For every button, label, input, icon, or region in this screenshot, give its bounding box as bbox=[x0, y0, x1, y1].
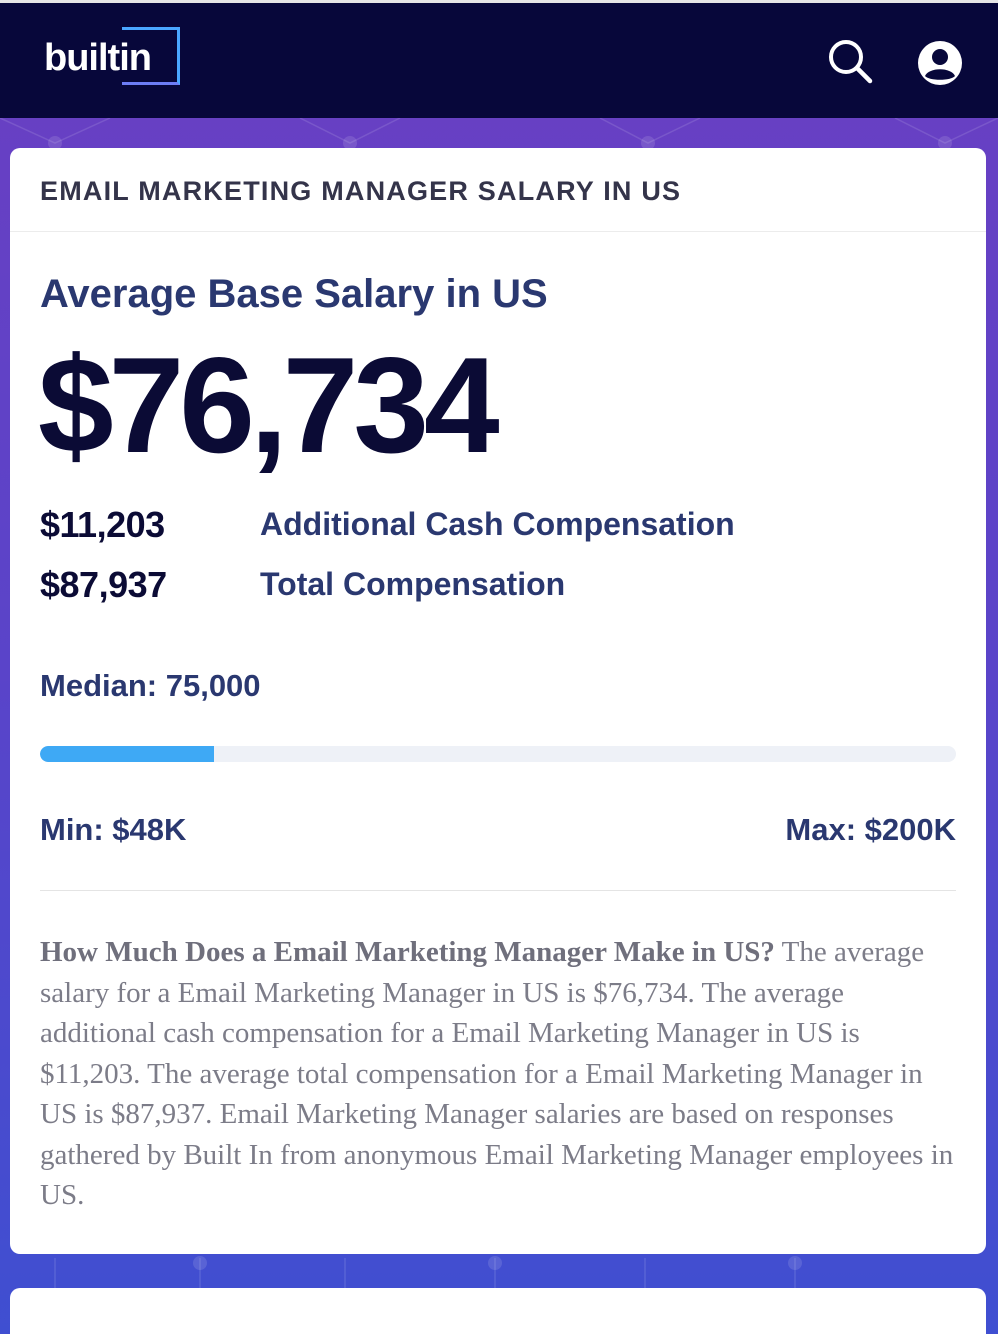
median-label: Median: 75,000 bbox=[40, 668, 261, 703]
user-account-icon[interactable] bbox=[916, 39, 964, 87]
description-lead: How Much Does a Email Marketing Manager Make in US? bbox=[40, 936, 775, 968]
total-compensation-amount: $87,937 bbox=[40, 564, 167, 605]
additional-compensation-amount: $11,203 bbox=[40, 504, 165, 545]
card-header bbox=[10, 148, 986, 232]
min-salary-label: Min: $48K bbox=[40, 812, 187, 847]
section-divider bbox=[40, 890, 956, 891]
max-salary-label: Max: $200K bbox=[785, 812, 956, 847]
salary-description bbox=[40, 932, 960, 1216]
next-card bbox=[10, 1288, 986, 1334]
logo-text: builtin bbox=[44, 37, 151, 79]
site-header bbox=[0, 3, 998, 118]
card-title: EMAIL MARKETING MANAGER SALARY IN US bbox=[40, 176, 682, 206]
description-body: The average salary for a Email Marketing Manager in US is $76,734. The average additional cash compensation for a Email Marketing Manager in US is $11,203. The average total compensation for a Email Marketing Manager in US is $87,937. Email Marketing Manager salaries are based on responses gathered by Built In from anonymous Email Marketing Manager employees in US. bbox=[40, 936, 954, 1211]
salary-card bbox=[10, 148, 986, 1254]
additional-compensation-row bbox=[40, 504, 960, 548]
builtin-logo[interactable] bbox=[44, 27, 184, 89]
search-icon[interactable] bbox=[826, 37, 874, 85]
total-compensation-row bbox=[40, 564, 960, 608]
average-salary-label: Average Base Salary in US bbox=[40, 272, 548, 316]
salary-range-fill bbox=[40, 746, 214, 762]
additional-compensation-label: Additional Cash Compensation bbox=[260, 506, 735, 542]
average-salary-value: $76,734 bbox=[38, 329, 495, 481]
total-compensation-label: Total Compensation bbox=[260, 566, 566, 602]
salary-range-labels bbox=[40, 812, 956, 852]
salary-range-bar bbox=[40, 746, 956, 762]
